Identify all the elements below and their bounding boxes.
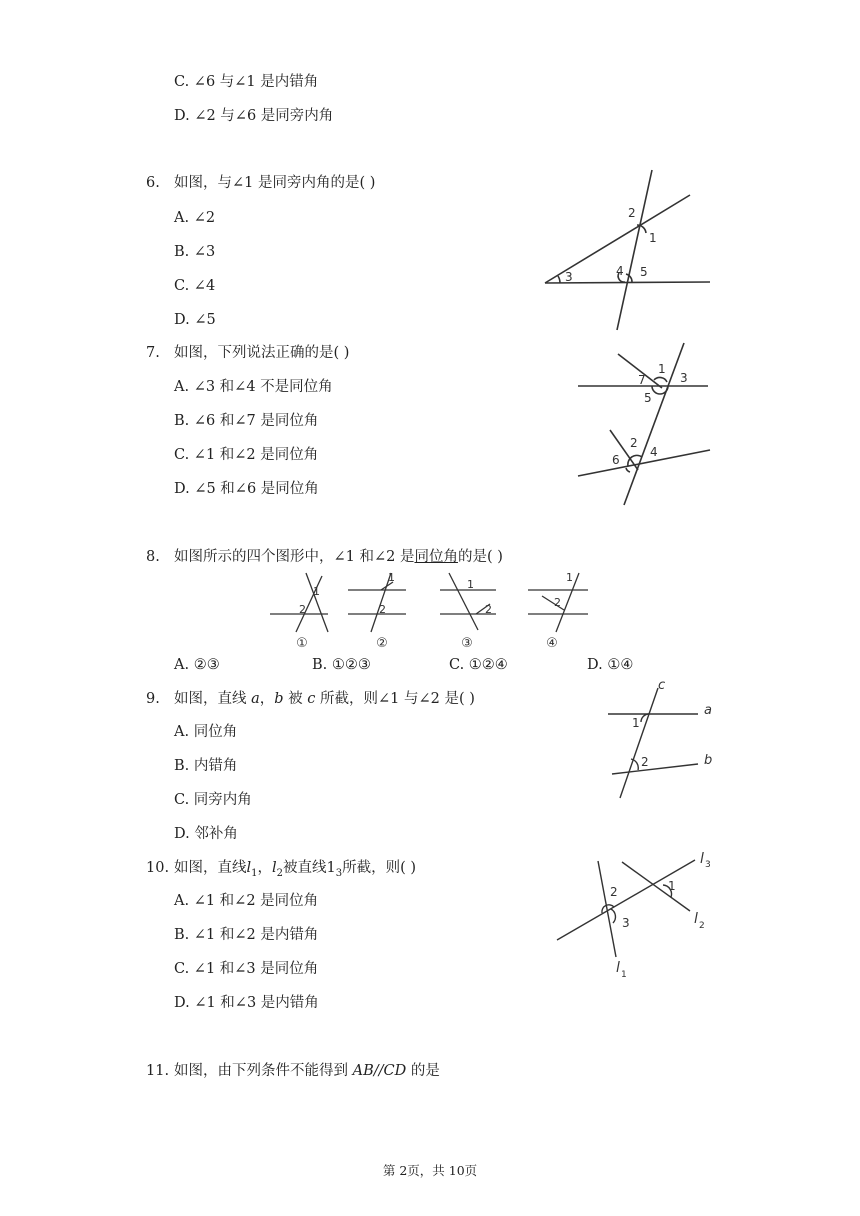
q11-relation: AB//CD [352,1063,407,1079]
q8-fig1-label-1: 1 [313,585,320,598]
q7-label-6: 6 [612,453,620,467]
q10-option-a: A. ∠1 和∠2 是同位角 [174,893,319,909]
q9-var-b: b [274,691,284,707]
q7-figure [572,340,714,510]
q9-var-c: c [307,691,316,707]
q8-option-b: B. ①②③ [312,657,371,673]
q6-label-5: 5 [640,265,648,279]
q9-stem-post: 所截，则∠1 与∠2 是( ) [315,691,475,707]
q10-l2: l [272,860,277,876]
q10-line-label-l2: l [694,911,698,927]
q5-option-c: C. ∠6 与∠1 是内错角 [174,74,319,90]
q9-number: 9. [146,691,160,707]
q10-line-sub-1: 1 [621,970,627,980]
q10-option-c: C. ∠1 和∠3 是同位角 [174,961,319,977]
q6-number: 6. [146,175,160,191]
q10-label-3: 3 [622,916,630,930]
q7-label-1: 1 [658,362,666,376]
q8-stem-pre: 如图所示的四个图形中，∠1 和∠2 是 [174,549,415,565]
q8-fig3-label-1: 1 [467,578,474,591]
q7-stem: 如图，下列说法正确的是( ) [174,345,350,361]
q8-fig2-label-1: 1 [388,571,395,584]
q6-label-3: 3 [565,270,573,284]
q11-number: 11. [146,1063,170,1079]
q6-option-c: C. ∠4 [174,278,216,294]
q10-stem-post: 所截，则( ) [342,860,417,876]
q9-label-1: 1 [632,716,640,730]
q6-option-d: D. ∠5 [174,312,216,328]
q7-label-7: 7 [638,373,646,387]
q9-option-b: B. 内错角 [174,758,238,774]
q9-option-c: C. 同旁内角 [174,792,252,808]
q6-label-4: 4 [616,264,624,278]
q8-fig4-label-2: 2 [554,596,561,609]
q8-option-c: C. ①②④ [449,657,508,673]
q7-label-5: 5 [644,391,652,405]
q6-option-b: B. ∠3 [174,244,216,260]
q7-label-4: 4 [650,445,658,459]
q10-l2-sub: 2 [276,867,284,879]
q7-label-2: 2 [630,436,638,450]
q9-option-d: D. 邻补角 [174,826,238,842]
q8-caption-2: ② [376,636,388,651]
q6-figure [540,165,715,335]
q8-figures [266,570,596,652]
q6-label-2: 2 [628,206,636,220]
q10-l1-sub: 1 [251,867,258,879]
q8-option-a: A. ②③ [174,657,220,673]
q9-stem [174,690,475,708]
q11-stem-post: 的是 [406,1063,440,1079]
q9-var-a: a [251,691,260,707]
q10-option-d: D. ∠1 和∠3 是内错角 [174,995,319,1011]
q10-stem [174,859,416,883]
q10-line-label-l3: l [700,851,704,867]
q7-option-d: D. ∠5 和∠6 是同位角 [174,481,319,497]
q7-option-b: B. ∠6 和∠7 是同位角 [174,413,319,429]
q9-option-a: A. 同位角 [174,724,238,740]
q10-mid: 被直线1 [283,860,336,876]
q8-stem-underlined: 同位角 [414,549,458,565]
q8-fig3-label-2: 2 [485,603,492,616]
q8-fig1-label-2: 2 [299,603,306,616]
q7-option-a: A. ∠3 和∠4 不是同位角 [174,379,333,395]
q8-fig4-label-1: 1 [566,571,573,584]
q8-stem-post: 的是( ) [457,549,503,565]
q10-figure [550,845,720,985]
q9-label-a: a [704,703,712,718]
q9-stem-pre: 如图，直线 [174,691,252,707]
q8-option-d: D. ①④ [587,657,634,673]
q6-stem: 如图，与∠1 是同旁内角的是( ) [174,175,376,191]
q10-l1: l [246,860,252,876]
q8-caption-4: ④ [546,636,558,651]
q8-number: 8. [146,549,160,565]
q7-label-3: 3 [680,371,688,385]
q8-fig2-label-2: 2 [379,603,386,616]
q9-sep: ， [259,691,275,707]
page-footer: 第 2页，共 10页 [382,1163,478,1178]
q10-stem-pre: 如图，直线 [174,860,247,876]
q10-number: 10. [146,860,170,876]
q5-option-d: D. ∠2 与∠6 是同旁内角 [174,108,334,124]
q10-line-sub-3: 3 [705,860,711,870]
q10-label-1: 1 [668,879,676,893]
q8-caption-1: ① [296,636,308,651]
q11-stem [174,1062,440,1080]
q11-stem-pre: 如图，由下列条件不能得到 [174,1063,353,1079]
q9-label-b: b [704,753,713,768]
q9-mid: 被 [283,691,308,707]
q6-option-a: A. ∠2 [174,210,216,226]
q10-label-2: 2 [610,885,618,899]
q8-caption-3: ③ [461,636,473,651]
q10-comma: ， [257,860,273,876]
q9-figure [600,676,720,806]
q6-label-1: 1 [649,231,657,245]
q8-stem [174,548,503,566]
q7-number: 7. [146,345,160,361]
q9-label-c: c [658,678,666,693]
q10-option-b: B. ∠1 和∠2 是内错角 [174,927,319,943]
q10-l3-sub: 3 [335,867,343,879]
q9-label-2: 2 [641,755,649,769]
q7-option-c: C. ∠1 和∠2 是同位角 [174,447,319,463]
q10-line-label-l1: l [616,960,620,976]
q10-line-sub-2: 2 [699,921,705,931]
